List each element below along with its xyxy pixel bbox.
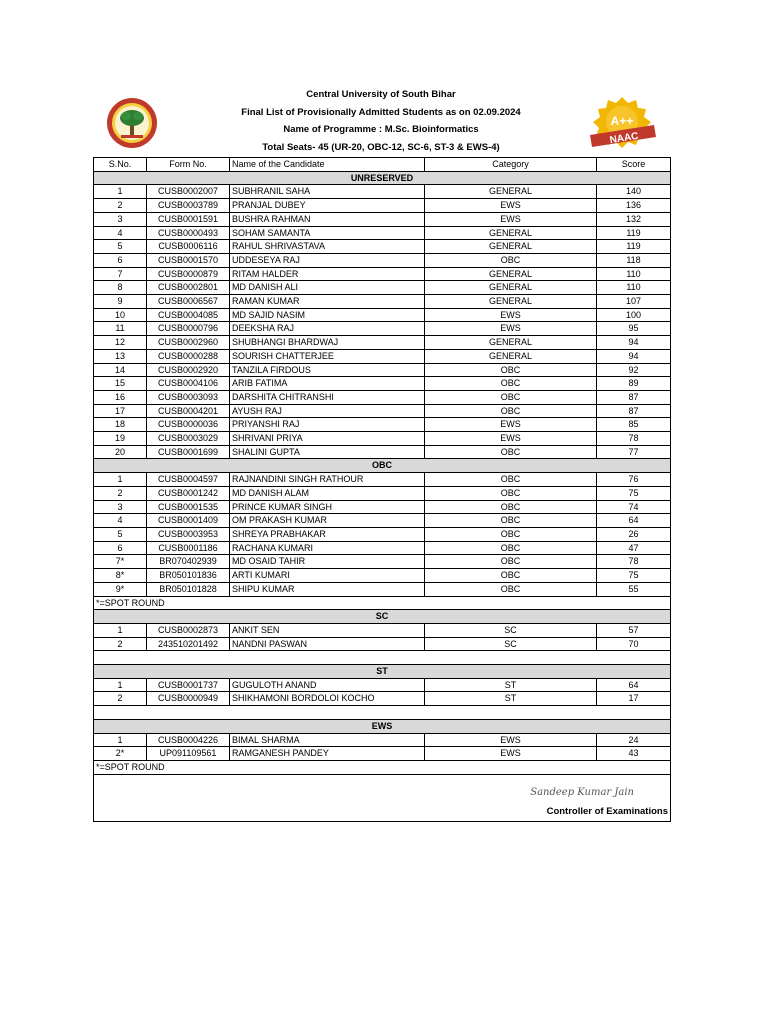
cell-sno: 14 [94, 363, 147, 377]
cell-name: SHRIVANI PRIYA [230, 432, 425, 446]
cell-score: 76 [597, 473, 671, 487]
cell-category: GENERAL [425, 226, 597, 240]
cell-score: 78 [597, 555, 671, 569]
cell-sno: 4 [94, 514, 147, 528]
spot-round-note: *=SPOT ROUND [94, 596, 671, 610]
cell-category: GENERAL [425, 185, 597, 199]
col-header-score: Score [597, 158, 671, 172]
cell-name: AYUSH RAJ [230, 404, 425, 418]
cell-form-no: BR050101828 [147, 582, 230, 596]
cell-name: SHIPU KUMAR [230, 582, 425, 596]
cell-name: SHUBHANGI BHARDWAJ [230, 336, 425, 350]
cell-name: RAMAN KUMAR [230, 295, 425, 309]
cell-category: EWS [425, 199, 597, 213]
col-header-name: Name of the Candidate [230, 158, 425, 172]
cell-form-no: 243510201492 [147, 637, 230, 651]
cell-score: 47 [597, 541, 671, 555]
cell-score: 70 [597, 637, 671, 651]
table-row [94, 486, 671, 500]
cell-name: ARTI KUMARI [230, 569, 425, 583]
table-row [94, 281, 671, 295]
cell-score: 95 [597, 322, 671, 336]
section-title: OBC [94, 459, 671, 473]
total-seats: Total Seats- 45 (UR-20, OBC-12, SC-6, ST-3 & EWS-4) [262, 141, 500, 153]
cell-name: PRIYANSHI RAJ [230, 418, 425, 432]
table-row [94, 514, 671, 528]
cell-sno: 17 [94, 404, 147, 418]
cell-sno: 3 [94, 212, 147, 226]
cell-score: 118 [597, 253, 671, 267]
table-row [94, 623, 671, 637]
document-header [93, 86, 669, 156]
cell-category: OBC [425, 363, 597, 377]
signature-row [94, 774, 671, 821]
cell-sno: 2* [94, 747, 147, 761]
cell-name: NANDNI PASWAN [230, 637, 425, 651]
cell-score: 87 [597, 390, 671, 404]
cell-category: EWS [425, 322, 597, 336]
col-header-sno: S.No. [94, 158, 147, 172]
cell-form-no: CUSB0001186 [147, 541, 230, 555]
cell-sno: 20 [94, 445, 147, 459]
cell-score: 43 [597, 747, 671, 761]
cell-category: OBC [425, 390, 597, 404]
cell-sno: 1 [94, 185, 147, 199]
cell-category: EWS [425, 432, 597, 446]
cell-category: OBC [425, 486, 597, 500]
cell-score: 119 [597, 240, 671, 254]
cell-category: GENERAL [425, 349, 597, 363]
cell-form-no: CUSB0003093 [147, 390, 230, 404]
cell-score: 100 [597, 308, 671, 322]
cell-category: OBC [425, 555, 597, 569]
signature-cell [94, 774, 671, 821]
table-row [94, 336, 671, 350]
table-row [94, 445, 671, 459]
table-row [94, 582, 671, 596]
cell-category: OBC [425, 377, 597, 391]
cell-category: EWS [425, 747, 597, 761]
cell-category: OBC [425, 404, 597, 418]
cell-category: ST [425, 692, 597, 706]
table-header-row [94, 158, 671, 172]
cell-category: OBC [425, 582, 597, 596]
cell-sno: 9 [94, 295, 147, 309]
table-row [94, 363, 671, 377]
cell-form-no: CUSB0003953 [147, 527, 230, 541]
section-header-sc [94, 610, 671, 624]
cell-sno: 1 [94, 623, 147, 637]
cell-category: EWS [425, 418, 597, 432]
cell-form-no: CUSB0001699 [147, 445, 230, 459]
cell-form-no: CUSB0000288 [147, 349, 230, 363]
cell-form-no: CUSB0002873 [147, 623, 230, 637]
cell-category: EWS [425, 308, 597, 322]
cell-sno: 18 [94, 418, 147, 432]
cell-form-no: CUSB0002007 [147, 185, 230, 199]
cell-score: 24 [597, 733, 671, 747]
cell-score: 107 [597, 295, 671, 309]
cell-score: 89 [597, 377, 671, 391]
cell-sno: 8* [94, 569, 147, 583]
cell-sno: 2 [94, 486, 147, 500]
cell-sno: 11 [94, 322, 147, 336]
cell-score: 136 [597, 199, 671, 213]
cell-name: PRANJAL DUBEY [230, 199, 425, 213]
cell-form-no: CUSB0004226 [147, 733, 230, 747]
section-title: ST [94, 665, 671, 679]
cell-name: RAJNANDINI SINGH RATHOUR [230, 473, 425, 487]
cell-sno: 2 [94, 692, 147, 706]
table-row [94, 267, 671, 281]
cell-score: 94 [597, 349, 671, 363]
cell-form-no: CUSB0000949 [147, 692, 230, 706]
table-row [94, 541, 671, 555]
cell-sno: 10 [94, 308, 147, 322]
cell-name: RACHANA KUMARI [230, 541, 425, 555]
cell-category: GENERAL [425, 281, 597, 295]
cell-name: SHREYA PRABHAKAR [230, 527, 425, 541]
cell-sno: 9* [94, 582, 147, 596]
blank-cell [94, 651, 671, 665]
cell-form-no: CUSB0004597 [147, 473, 230, 487]
cell-name: SOHAM SAMANTA [230, 226, 425, 240]
cell-sno: 16 [94, 390, 147, 404]
table-row [94, 432, 671, 446]
cell-score: 132 [597, 212, 671, 226]
cell-form-no: CUSB0001535 [147, 500, 230, 514]
cell-form-no: CUSB0000036 [147, 418, 230, 432]
cell-score: 77 [597, 445, 671, 459]
cell-sno: 7* [94, 555, 147, 569]
table-row [94, 349, 671, 363]
cell-sno: 13 [94, 349, 147, 363]
cell-form-no: CUSB0001409 [147, 514, 230, 528]
table-row [94, 390, 671, 404]
cell-sno: 15 [94, 377, 147, 391]
cell-score: 110 [597, 267, 671, 281]
cell-name: ANKIT SEN [230, 623, 425, 637]
col-header-form-no: Form No. [147, 158, 230, 172]
programme-name: Name of Programme : M.Sc. Bioinformatics [283, 124, 479, 135]
cell-name: ARIB FATIMA [230, 377, 425, 391]
cell-name: RAMGANESH PANDEY [230, 747, 425, 761]
cell-form-no: CUSB0003029 [147, 432, 230, 446]
cell-category: OBC [425, 541, 597, 555]
admission-list-table [93, 157, 671, 822]
cell-name: SHALINI GUPTA [230, 445, 425, 459]
cell-form-no: CUSB0002801 [147, 281, 230, 295]
cell-score: 85 [597, 418, 671, 432]
section-title: UNRESERVED [94, 171, 671, 185]
table-row [94, 377, 671, 391]
cell-sno: 5 [94, 527, 147, 541]
cell-category: EWS [425, 212, 597, 226]
cell-form-no: CUSB0001242 [147, 486, 230, 500]
section-title: EWS [94, 719, 671, 733]
section-header-obc [94, 459, 671, 473]
cell-name: BUSHRA RAHMAN [230, 212, 425, 226]
cell-name: TANZILA FIRDOUS [230, 363, 425, 377]
cell-score: 110 [597, 281, 671, 295]
naac-logo [584, 95, 660, 155]
spot-round-note: *=SPOT ROUND [94, 760, 671, 774]
cell-score: 78 [597, 432, 671, 446]
cell-sno: 19 [94, 432, 147, 446]
table-row [94, 637, 671, 651]
table-row [94, 569, 671, 583]
blank-row [94, 706, 671, 720]
cell-form-no: CUSB0004201 [147, 404, 230, 418]
cell-score: 87 [597, 404, 671, 418]
cell-name: SUBHRANIL SAHA [230, 185, 425, 199]
section-title: SC [94, 610, 671, 624]
cell-name: UDDESEYA RAJ [230, 253, 425, 267]
section-header-ews [94, 719, 671, 733]
cell-score: 75 [597, 486, 671, 500]
cell-sno: 12 [94, 336, 147, 350]
cell-score: 17 [597, 692, 671, 706]
cell-name: DARSHITA CHITRANSHI [230, 390, 425, 404]
table-row [94, 747, 671, 761]
table-row [94, 308, 671, 322]
cell-category: OBC [425, 527, 597, 541]
cell-name: OM PRAKASH KUMAR [230, 514, 425, 528]
cell-name: PRINCE KUMAR SINGH [230, 500, 425, 514]
cell-name: BIMAL SHARMA [230, 733, 425, 747]
cell-form-no: CUSB0006567 [147, 295, 230, 309]
cell-category: ST [425, 678, 597, 692]
blank-cell [94, 706, 671, 720]
cell-category: OBC [425, 445, 597, 459]
cell-category: OBC [425, 569, 597, 583]
university-name: Central University of South Bihar [306, 89, 456, 100]
table-row [94, 555, 671, 569]
cell-form-no: CUSB0006116 [147, 240, 230, 254]
cell-name: RAHUL SHRIVASTAVA [230, 240, 425, 254]
spot-round-note-row [94, 760, 671, 774]
cell-form-no: UP091109561 [147, 747, 230, 761]
handwritten-signature: Sandeep Kumar Jain [530, 787, 634, 799]
cell-category: OBC [425, 500, 597, 514]
cell-category: EWS [425, 733, 597, 747]
cell-category: SC [425, 623, 597, 637]
table-row [94, 212, 671, 226]
cell-category: OBC [425, 514, 597, 528]
cell-category: OBC [425, 253, 597, 267]
cell-score: 74 [597, 500, 671, 514]
cell-name: MD DANISH ALI [230, 281, 425, 295]
university-emblem-logo [106, 97, 158, 149]
cell-form-no: CUSB0004106 [147, 377, 230, 391]
cell-sno: 7 [94, 267, 147, 281]
cell-sno: 1 [94, 473, 147, 487]
cell-form-no: CUSB0003789 [147, 199, 230, 213]
cell-score: 92 [597, 363, 671, 377]
cell-score: 64 [597, 678, 671, 692]
table-row [94, 240, 671, 254]
spot-round-note-row [94, 596, 671, 610]
cell-sno: 3 [94, 500, 147, 514]
cell-score: 55 [597, 582, 671, 596]
section-header-unreserved [94, 171, 671, 185]
naac-grade: A++ [610, 114, 634, 128]
table-row [94, 185, 671, 199]
cell-sno: 6 [94, 253, 147, 267]
cell-name: MD DANISH ALAM [230, 486, 425, 500]
cell-name: MD OSAID TAHIR [230, 555, 425, 569]
table-row [94, 500, 671, 514]
cell-name: GUGULOTH ANAND [230, 678, 425, 692]
cell-category: GENERAL [425, 240, 597, 254]
naac-text: NAAC [608, 130, 640, 147]
cell-form-no: CUSB0000796 [147, 322, 230, 336]
cell-sno: 1 [94, 733, 147, 747]
table-row [94, 226, 671, 240]
list-title: Final List of Provisionally Admitted Students as on 02.09.2024 [241, 106, 521, 118]
table-row [94, 678, 671, 692]
cell-score: 94 [597, 336, 671, 350]
signatory-title: Controller of Examinations [546, 805, 668, 817]
table-row [94, 295, 671, 309]
cell-name: SOURISH CHATTERJEE [230, 349, 425, 363]
table-row [94, 253, 671, 267]
cell-sno: 5 [94, 240, 147, 254]
cell-form-no: BR070402939 [147, 555, 230, 569]
cell-form-no: CUSB0000879 [147, 267, 230, 281]
cell-category: GENERAL [425, 295, 597, 309]
section-header-st [94, 665, 671, 679]
cell-sno: 2 [94, 199, 147, 213]
cell-form-no: CUSB0001570 [147, 253, 230, 267]
cell-sno: 8 [94, 281, 147, 295]
table-row [94, 733, 671, 747]
table-row [94, 322, 671, 336]
cell-score: 26 [597, 527, 671, 541]
cell-category: OBC [425, 473, 597, 487]
table-row [94, 404, 671, 418]
cell-form-no: CUSB0001591 [147, 212, 230, 226]
cell-form-no: BR050101836 [147, 569, 230, 583]
cell-form-no: CUSB0002960 [147, 336, 230, 350]
table-row [94, 527, 671, 541]
cell-score: 75 [597, 569, 671, 583]
cell-category: GENERAL [425, 336, 597, 350]
blank-row [94, 651, 671, 665]
cell-score: 64 [597, 514, 671, 528]
cell-name: DEEKSHA RAJ [230, 322, 425, 336]
table-row [94, 199, 671, 213]
table-row [94, 692, 671, 706]
cell-form-no: CUSB0000493 [147, 226, 230, 240]
cell-score: 57 [597, 623, 671, 637]
cell-form-no: CUSB0001737 [147, 678, 230, 692]
cell-sno: 6 [94, 541, 147, 555]
cell-form-no: CUSB0004085 [147, 308, 230, 322]
cell-sno: 2 [94, 637, 147, 651]
cell-sno: 1 [94, 678, 147, 692]
cell-form-no: CUSB0002920 [147, 363, 230, 377]
table-row [94, 418, 671, 432]
cell-name: SHIKHAMONI BORDOLOI KOCHO [230, 692, 425, 706]
cell-score: 140 [597, 185, 671, 199]
cell-score: 119 [597, 226, 671, 240]
cell-name: RITAM HALDER [230, 267, 425, 281]
col-header-category: Category [425, 158, 597, 172]
cell-category: SC [425, 637, 597, 651]
cell-category: GENERAL [425, 267, 597, 281]
cell-sno: 4 [94, 226, 147, 240]
cell-name: MD SAJID NASIM [230, 308, 425, 322]
table-row [94, 473, 671, 487]
